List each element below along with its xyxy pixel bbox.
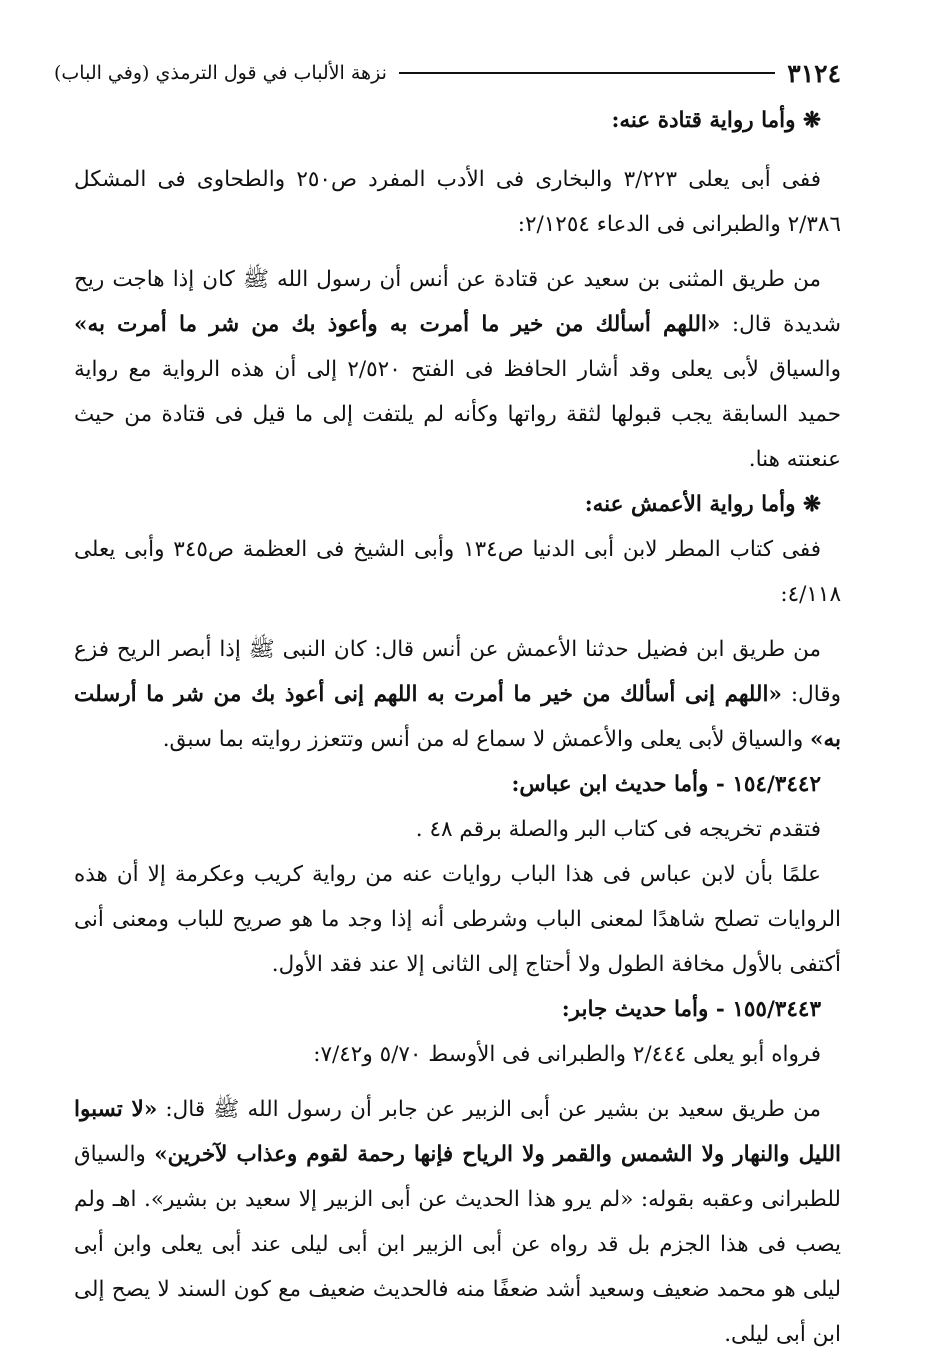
- header-rule: [399, 72, 775, 74]
- heading-text: ❋ وأما رواية قتادة عنه:: [611, 108, 821, 133]
- paragraph-qatada-chain: [74, 257, 841, 482]
- paragraph-amash-sources: [74, 527, 841, 617]
- text-run: من طريق ابن فضيل حدثنا الأعمش عن أنس قال: كان النبى ﷺ إذا أبصر الريح فزع وقال:: [74, 637, 842, 707]
- page-header: [54, 56, 841, 90]
- section-heading-amash: [74, 482, 841, 527]
- section-heading-qatada: [74, 98, 841, 143]
- paragraph-jabir-sources: [74, 1032, 841, 1077]
- text-run: والسياق لأبى يعلى والأعمش لا سماع له من أنس وتتعزز روايته بما سبق.: [162, 727, 811, 752]
- text-run: والسياق للطبرانى وعقبه بقوله: «لم يرو هذا الحديث عن أبى الزبير إلا سعيد بن بشير». اهـ ولم يصب فى هذا الجزم بل قد رواه عن أبى الزبير ابن أبى ليلى عند أبى يعلى وابن أبى ليلى هو محمد ضعيف وسعيد أشد ضعفًا منه فالحديث ضعيف مع كون السند لا يصح إلى ابن أبى ليلى.: [74, 1142, 841, 1347]
- running-title: نزهة الألباب في قول الترمذي (وفي الباب): [54, 62, 387, 84]
- text-run: علمًا بأن لابن عباس فى هذا الباب روايات عنه من رواية كريب وعكرمة إلا أن هذه الروايات تصلح شاهدًا لمعنى الباب وشرطى أنه إذا وجد ما هو صريح للباب ومعنى أنى أكتفى بالأول مخافة الطول ولا أحتاج إلى الثانى إلا عند فقد الأول.: [74, 862, 841, 977]
- hadith-quote: «اللهم أسألك من خير ما أمرت به وأعوذ بك من شر ما أمرت به»: [74, 312, 721, 337]
- page-content: [74, 98, 841, 1357]
- hadith-quote: «لا تسبوا الليل والنهار ولا الشمس والقمر ولا الرياح فإنها رحمة لقوم وعذاب لآخرين»: [74, 1097, 841, 1167]
- text-run: من طريق سعيد بن بشير عن أبى الزبير عن جابر أن رسول الله ﷺ قال:: [157, 1097, 821, 1122]
- text-run: من طريق المثنى بن سعيد عن قتادة عن أنس أن رسول الله ﷺ كان إذا هاجت ريح شديدة قال:: [74, 267, 841, 337]
- text-run: ففى أبى يعلى ٣/٢٢٣ والبخارى فى الأدب المفرد ص٢٥٠ والطحاوى فى المشكل ٢/٣٨٦ والطبرانى فى الدعاء ٢/١٢٥٤:: [74, 167, 841, 237]
- section-heading-jabir: [74, 987, 841, 1032]
- paragraph-ibn-abbas-ref: [74, 807, 841, 852]
- page-number: ٣١٢٤: [787, 58, 841, 88]
- text-run: والسياق لأبى يعلى وقد أشار الحافظ فى الفتح ٢/٥٢٠ إلى أن هذه الرواية مع رواية حميد السابقة يجب قبولها لثقة رواتها وكأنه لم يلتفت إلى ما قيل فى قتادة من حيث عنعنته هنا.: [74, 357, 841, 472]
- hadith-quote: «اللهم إنى أسألك من خير ما أمرت به اللهم إنى أعوذ بك من شر ما أرسلت به»: [74, 682, 841, 752]
- paragraph-qatada-sources: [74, 157, 841, 247]
- heading-text: ١٥٤/٣٤٤٢ - وأما حديث ابن عباس:: [511, 772, 821, 797]
- text-run: ففى كتاب المطر لابن أبى الدنيا ص١٣٤ وأبى الشيخ فى العظمة ص٣٤٥ وأبى يعلى ٤/١١٨:: [74, 537, 841, 607]
- paragraph-amash-chain: [74, 627, 841, 762]
- heading-text: ١٥٥/٣٤٤٣ - وأما حديث جابر:: [561, 997, 821, 1022]
- text-run: فرواه أبو يعلى ٢/٤٤٤ والطبرانى فى الأوسط ٥/٧٠ و٧/٤٢:: [313, 1042, 821, 1067]
- paragraph-ibn-abbas-note: [74, 852, 841, 987]
- heading-text: ❋ وأما رواية الأعمش عنه:: [584, 492, 821, 517]
- section-heading-ibn-abbas: [74, 762, 841, 807]
- text-run: فتقدم تخريجه فى كتاب البر والصلة برقم ٤٨ .: [415, 817, 821, 842]
- paragraph-jabir-chain: [74, 1087, 841, 1357]
